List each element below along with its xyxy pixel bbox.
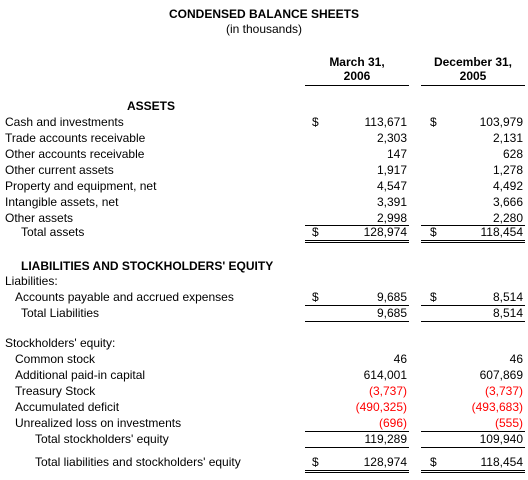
row-label: Unrealized loss on investments <box>15 416 182 430</box>
value-march-2006: (490,325) <box>355 400 407 414</box>
column-header-underline-1 <box>305 85 409 86</box>
double-rule <box>421 472 525 473</box>
value-march-2006: 119,289 <box>364 432 407 446</box>
value-dec-2005: 628 <box>502 147 523 161</box>
value-dec-2005: (493,683) <box>471 400 523 414</box>
value-dec-2005: 8,514 <box>492 290 523 304</box>
value-march-2006: 3,391 <box>376 195 407 209</box>
value-march-2006: 2,998 <box>376 211 407 225</box>
liabilities-subheading: Liabilities: <box>5 274 58 288</box>
double-rule <box>421 470 525 471</box>
page-subtitle: (in thousands) <box>225 22 303 36</box>
value-march-2006: (696) <box>378 416 407 430</box>
row-label: Property and equipment, net <box>5 179 157 193</box>
subtotal-rule <box>421 447 525 448</box>
value-dec-2005: 3,666 <box>492 195 523 209</box>
currency-symbol: $ <box>312 455 319 469</box>
row-label: Accumulated deficit <box>15 400 120 414</box>
value-dec-2005: 2,280 <box>492 211 523 225</box>
value-march-2006: 46 <box>393 352 407 366</box>
row-label: Total liabilities and stockholders' equity <box>35 455 241 469</box>
currency-symbol: $ <box>430 290 437 304</box>
value-dec-2005: 8,514 <box>492 306 523 320</box>
value-dec-2005: 109,940 <box>479 432 523 446</box>
row-label: Additional paid-in capital <box>15 368 146 382</box>
value-dec-2005: 2,131 <box>492 131 523 145</box>
value-march-2006: 113,671 <box>364 115 407 129</box>
value-march-2006: 9,685 <box>376 306 407 320</box>
row-label: Treasury Stock <box>15 384 96 398</box>
double-rule <box>305 240 409 241</box>
double-rule <box>421 240 525 241</box>
row-label: Other current assets <box>5 163 114 177</box>
value-dec-2005: 1,278 <box>492 163 523 177</box>
value-march-2006: 1,917 <box>376 163 407 177</box>
row-label: Total stockholders' equity <box>35 432 169 446</box>
value-dec-2005: 103,979 <box>479 115 523 129</box>
page-title: CONDENSED BALANCE SHEETS <box>168 7 360 21</box>
subtotal-rule <box>305 321 409 322</box>
double-rule <box>305 472 409 473</box>
row-label: Other accounts receivable <box>5 147 145 161</box>
currency-symbol: $ <box>312 225 319 239</box>
value-march-2006: 128,974 <box>363 225 407 239</box>
row-label: Common stock <box>15 352 96 366</box>
row-label: Trade accounts receivable <box>5 131 146 145</box>
row-label: Other assets <box>5 211 74 225</box>
currency-symbol: $ <box>312 115 319 129</box>
value-march-2006: 147 <box>386 147 407 161</box>
value-dec-2005: (555) <box>494 416 523 430</box>
value-dec-2005: 118,454 <box>480 225 523 239</box>
liabilities-heading: LIABILITIES AND STOCKHOLDERS' EQUITY <box>21 259 274 273</box>
value-march-2006: (3,737) <box>368 384 407 398</box>
column-header-march-2006-line1: March 31, <box>329 55 385 69</box>
row-label: Cash and investments <box>5 115 124 129</box>
value-dec-2005: 46 <box>509 352 523 366</box>
value-dec-2005: 4,492 <box>492 179 523 193</box>
currency-symbol: $ <box>430 225 437 239</box>
equity-subheading: Stockholders' equity: <box>5 336 116 350</box>
row-label: Total assets <box>21 225 85 239</box>
row-label: Total Liabilities <box>21 306 100 320</box>
currency-symbol: $ <box>430 115 437 129</box>
value-march-2006: 2,303 <box>376 131 407 145</box>
subtotal-rule <box>305 447 409 448</box>
currency-symbol: $ <box>312 290 319 304</box>
column-header-dec-2005-line2: 2005 <box>459 69 487 83</box>
subtotal-rule <box>421 321 525 322</box>
value-dec-2005: 607,869 <box>479 368 523 382</box>
double-rule <box>305 242 409 243</box>
value-dec-2005: (3,737) <box>484 384 523 398</box>
assets-heading: ASSETS <box>127 99 176 113</box>
column-header-march-2006-line2: 2006 <box>343 69 371 83</box>
row-label: Intangible assets, net <box>5 195 119 209</box>
value-march-2006: 128,974 <box>363 455 407 469</box>
row-label: Accounts payable and accrued expenses <box>15 290 234 304</box>
column-header-underline-2 <box>421 85 525 86</box>
double-rule <box>421 242 525 243</box>
double-rule <box>305 470 409 471</box>
currency-symbol: $ <box>430 455 437 469</box>
column-header-dec-2005-line1: December 31, <box>433 55 513 69</box>
value-march-2006: 4,547 <box>376 179 407 193</box>
value-march-2006: 614,001 <box>363 368 407 382</box>
value-march-2006: 9,685 <box>376 290 407 304</box>
value-dec-2005: 118,454 <box>480 455 523 469</box>
